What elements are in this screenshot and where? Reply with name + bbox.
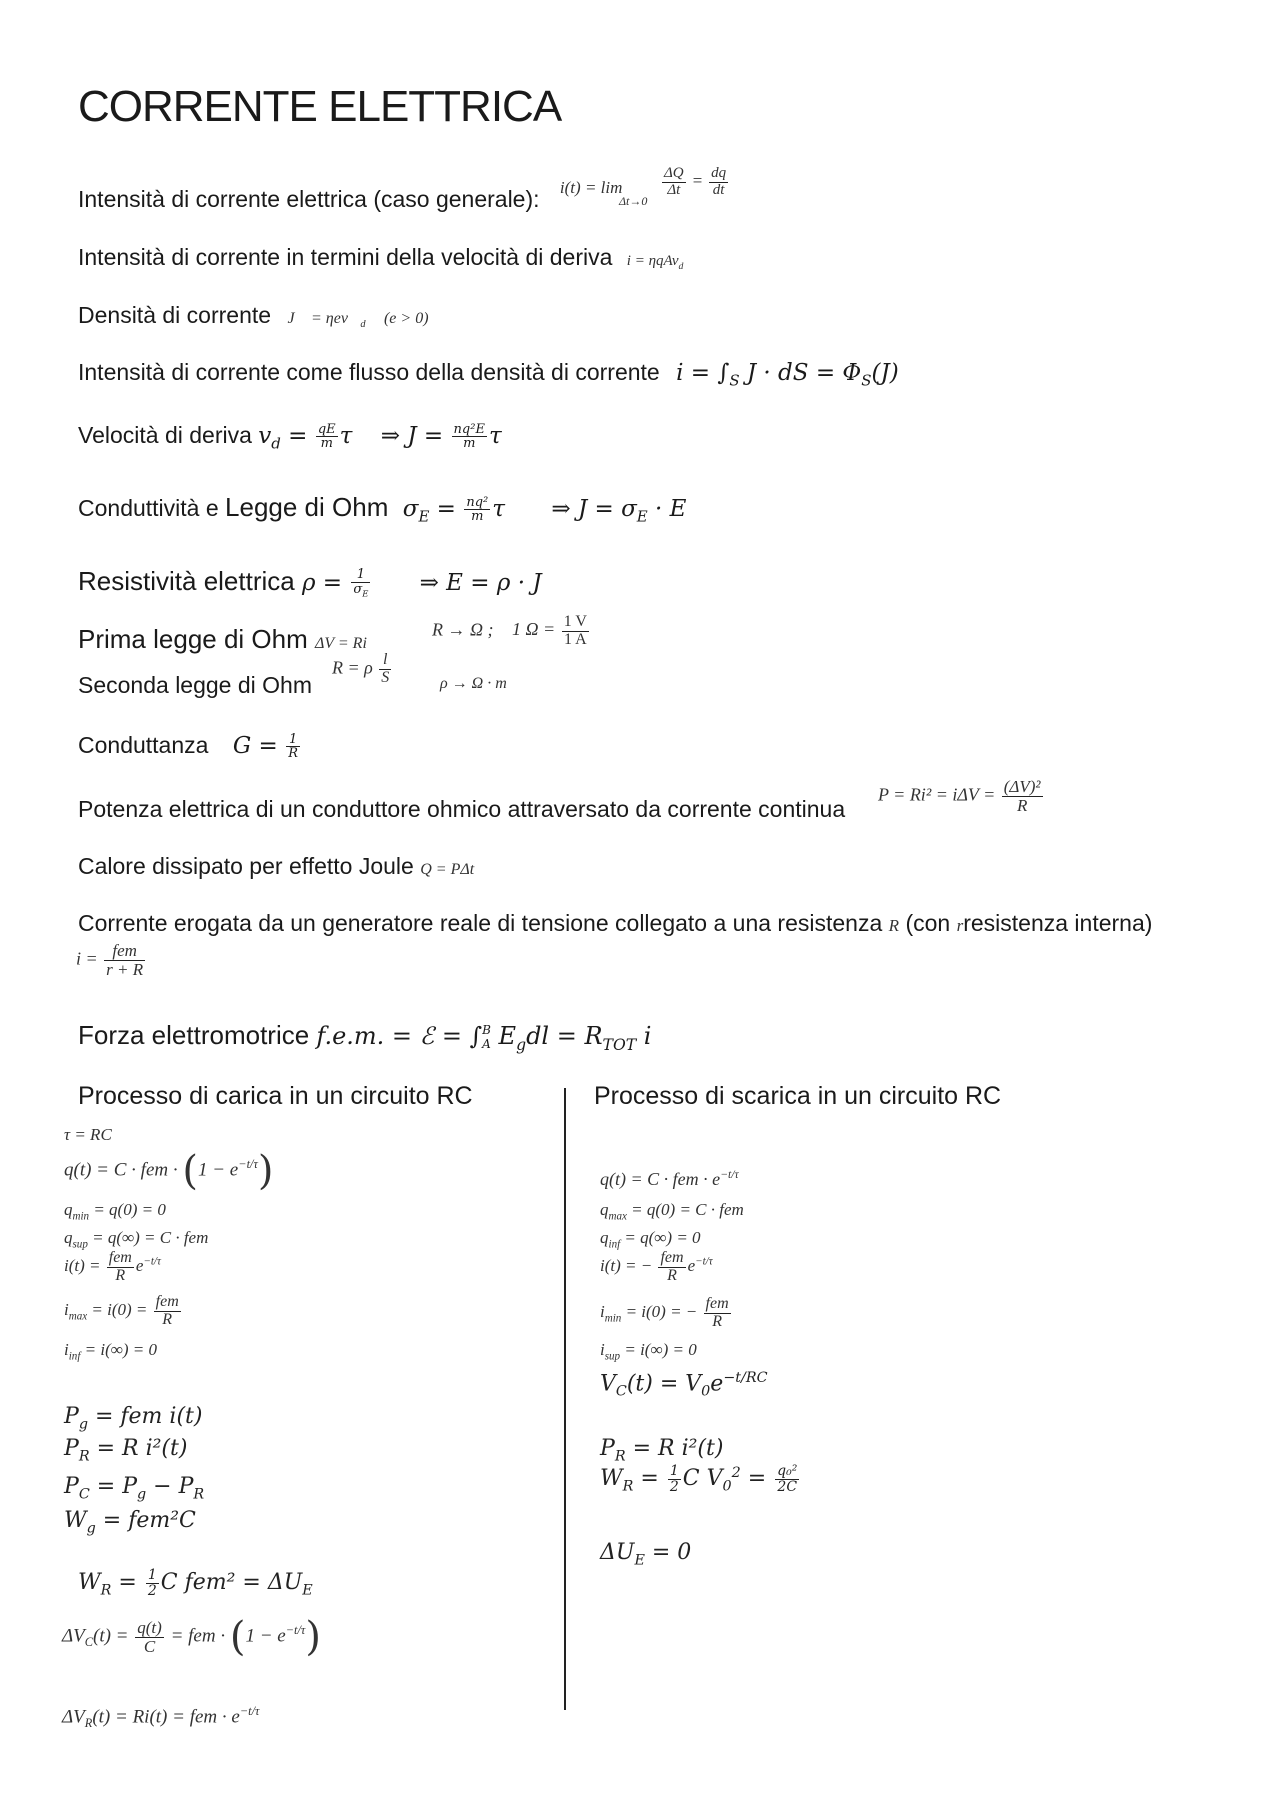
formula-part: q: [64, 1228, 73, 1247]
denominator: R: [162, 1310, 173, 1328]
subscript: S: [729, 371, 740, 390]
denominator: dt: [712, 181, 725, 198]
denominator: C: [143, 1636, 156, 1656]
charge-q-sup: [64, 1228, 208, 1250]
page-title: CORRENTE ELETTRICA: [78, 82, 562, 131]
formula-part: = 0: [651, 1540, 692, 1565]
charge-delta-V-C: [62, 1614, 321, 1660]
paren-close: ): [305, 1614, 321, 1660]
formula-E-rho-J: ⇒ E = ρ · J: [419, 570, 542, 596]
paren-open: (: [229, 1614, 246, 1660]
formula-part: W: [64, 1508, 87, 1533]
line-current-intensity: [78, 178, 623, 213]
formula-part: i: [643, 1022, 652, 1050]
formula-part: = q(0) = 0: [93, 1200, 166, 1219]
numerator: fem: [104, 942, 145, 961]
formula-part: · E: [655, 496, 687, 522]
denominator: m: [471, 509, 484, 525]
formula-part: V: [600, 1371, 616, 1397]
line-drift-current: [78, 244, 683, 272]
formula-J-sigma-E: [551, 496, 687, 526]
subscript: R: [78, 1448, 90, 1465]
numerator: ΔQ: [664, 165, 684, 181]
denominator: R: [1016, 795, 1028, 815]
paren-open: (: [182, 1148, 198, 1194]
formula-part: i: [64, 1340, 69, 1359]
line-emf: [78, 1020, 651, 1054]
fraction: [135, 1619, 164, 1656]
subscript: E: [362, 588, 369, 599]
formula-part: 1 − e: [197, 1159, 239, 1181]
numerator: fem: [660, 1249, 684, 1266]
tau: τ: [488, 423, 502, 449]
discharge-i-sup: [600, 1340, 697, 1362]
formula-part: = R i²(t): [96, 1436, 188, 1461]
formula-part: f.e.m. = ℰ = ∫: [316, 1022, 483, 1050]
formula-part: J · dS = Φ: [746, 360, 862, 386]
line-text: Calore dissipato per effetto Joule: [78, 853, 414, 879]
formula-part: =: [640, 1466, 659, 1492]
charge-i-max: [64, 1294, 183, 1329]
formula-rho: ρ =: [301, 570, 343, 596]
subscript: d: [271, 434, 281, 453]
formula-part: i: [64, 1300, 69, 1320]
charge-P-R: [64, 1436, 187, 1464]
formula-dv-ri: ΔV = Ri: [315, 635, 367, 652]
formula-part: = fem²C: [102, 1508, 196, 1533]
discharge-V-C: [600, 1370, 768, 1400]
numerator: qE: [317, 421, 336, 437]
fraction: [316, 423, 338, 451]
exponent: −t/τ: [143, 1255, 161, 1268]
subscript: inf: [608, 1238, 621, 1251]
formula-part: R = ρ: [332, 657, 373, 678]
formula-part: (t) = V: [626, 1371, 702, 1397]
formula-part: i(t) =: [64, 1256, 101, 1276]
paren-close: ): [257, 1148, 274, 1194]
formula-part: = P: [96, 1474, 137, 1499]
numerator: 1: [669, 1463, 679, 1479]
equals: =: [691, 170, 704, 190]
unit-text: 1 Ω =: [512, 619, 556, 640]
numerator: l: [379, 652, 391, 670]
formula-part: W: [600, 1466, 623, 1492]
subscript: g: [137, 1486, 147, 1503]
fraction: [351, 568, 370, 598]
formula-part: q: [600, 1228, 609, 1247]
exponent: −t/RC: [723, 1370, 768, 1386]
formula-part: = i(∞) = 0: [84, 1340, 158, 1359]
formula-part: σ: [402, 496, 419, 522]
formula-part: i: [600, 1340, 605, 1359]
fraction: [464, 496, 490, 524]
subscript: min: [604, 1312, 622, 1325]
subscript: d: [360, 319, 366, 331]
line-text: resistenza interna): [963, 910, 1153, 936]
formula-part: = i(0) = −: [625, 1302, 698, 1322]
formula-R-rho-l-S: [332, 652, 393, 687]
subscript: E: [636, 507, 648, 526]
line-conductance: [78, 732, 302, 761]
formula-part: P = Ri² = iΔV =: [878, 784, 996, 805]
fraction: [562, 614, 589, 649]
equals: =: [288, 423, 308, 449]
formula-part: i = ηqAv: [626, 253, 679, 269]
discharge-i-t: [600, 1250, 713, 1285]
numerator: 1: [147, 1567, 157, 1583]
line-second-ohm-law: [78, 672, 312, 699]
formula-part: i = ∫: [676, 360, 730, 386]
fraction: [107, 1250, 134, 1285]
line-joule-heat: [78, 853, 474, 880]
numerator: fem: [108, 1249, 132, 1266]
column-divider: [564, 1088, 566, 1710]
formula-Q: Q = PΔt: [420, 861, 475, 878]
discharge-delta-U: [600, 1540, 691, 1568]
subscript: C: [615, 1383, 627, 1400]
charge-P-g: [64, 1404, 202, 1432]
fraction: [662, 166, 686, 199]
limit-subscript: Δt→0: [619, 194, 648, 208]
denominator: 2: [669, 1478, 679, 1495]
line-drift-velocity: [78, 422, 502, 453]
symbol-r: r: [956, 916, 964, 935]
subscript: R: [84, 1716, 93, 1731]
formula-part: E: [498, 1022, 517, 1050]
numerator: dq: [711, 165, 727, 181]
formula-part: − P: [153, 1474, 194, 1499]
line-conductivity: [78, 492, 686, 526]
line-text: Seconda legge di Ohm: [78, 672, 312, 698]
fraction: [709, 166, 728, 199]
numerator: nq²: [466, 494, 489, 510]
line-text: Densità di corrente: [78, 302, 272, 328]
exponent: −t/τ: [695, 1255, 713, 1268]
numerator: 1: [351, 568, 370, 583]
charge-W-R: [78, 1568, 313, 1599]
denominator: m: [320, 436, 333, 452]
subscript: C: [78, 1486, 90, 1503]
charge-q-t: [64, 1148, 273, 1194]
numerator: fem: [155, 1293, 179, 1310]
formula-part: dl = R: [526, 1022, 603, 1050]
charge-P-C: [64, 1474, 204, 1502]
denominator: m: [463, 436, 476, 452]
formula-part: (t) = Ri(t) = fem · e: [92, 1706, 240, 1728]
unit-text: R → Ω ;: [432, 619, 494, 640]
subscript: inf: [68, 1350, 81, 1363]
formula-vd: [258, 423, 308, 453]
subscript: TOT: [602, 1035, 637, 1054]
formula-part: ΔU: [600, 1540, 635, 1565]
formula-part: C V: [682, 1466, 723, 1492]
exponent: −t/τ: [720, 1168, 739, 1181]
charge-heading: Processo di carica in un circuito RC: [78, 1082, 473, 1110]
denominator: R: [288, 746, 298, 762]
numerator: 1 V: [563, 613, 587, 630]
discharge-q-max: [600, 1200, 744, 1222]
condition: (e > 0): [383, 310, 429, 327]
line-text: (con: [905, 910, 951, 936]
formula-part: q(t) = C · fem ·: [64, 1159, 178, 1181]
formula-part: = q(∞) = 0: [624, 1228, 701, 1247]
unit-rho: ρ → Ω · m: [440, 675, 507, 692]
formula-part: C fem² = ΔU: [160, 1570, 303, 1596]
subscript: E: [418, 507, 430, 526]
numerator: (ΔV)²: [1003, 777, 1041, 796]
fraction: [154, 1294, 181, 1329]
charge-tau: τ = RC: [64, 1125, 112, 1144]
line-text: Intensità di corrente elettrica (caso generale):: [78, 186, 540, 212]
formula-part: 1 − e: [245, 1625, 286, 1647]
subscript: R: [100, 1582, 112, 1599]
denominator: 2C: [777, 1478, 798, 1495]
denominator: R: [712, 1312, 722, 1330]
subscript: d: [678, 261, 684, 272]
subscript: R: [622, 1478, 634, 1495]
subscript: sup: [72, 1238, 88, 1251]
fraction: [146, 1568, 159, 1598]
formula-part: = fem i(t): [94, 1404, 203, 1429]
formula-part: =: [118, 1570, 137, 1596]
formula-part: P: [64, 1474, 79, 1499]
line-text: Resistività elettrica: [78, 566, 295, 596]
subscript: E: [302, 1582, 313, 1599]
discharge-q-inf: [600, 1228, 701, 1250]
formula-current: [560, 178, 622, 197]
formula-part: i =: [76, 948, 98, 969]
fraction: [704, 1296, 731, 1331]
line-text: Potenza elettrica di un conduttore ohmico attraversato da corrente continua: [78, 796, 846, 822]
exponent: 2: [731, 1464, 741, 1481]
formula-part: = R i²(t): [632, 1436, 724, 1461]
formula-part: = i(0) =: [91, 1300, 148, 1320]
discharge-W-R: [600, 1464, 801, 1495]
fraction: [658, 1250, 685, 1285]
limit-top: B: [482, 1023, 491, 1038]
formula-part: J⃗ = ηev⃗: [287, 310, 361, 327]
formula-part: = q(∞) = C · fem: [92, 1228, 209, 1247]
line-first-ohm-law: [78, 624, 367, 655]
denominator: S: [381, 668, 390, 686]
denominator: 2: [147, 1582, 157, 1599]
formula-part: P: [600, 1436, 615, 1461]
integral-limits: [482, 1024, 491, 1050]
subscript: S: [861, 371, 872, 390]
formula-part: i(t) = lim: [559, 178, 623, 197]
formula-part: v: [258, 423, 272, 449]
formula-sigma: [402, 496, 456, 526]
formula-part: W: [78, 1570, 101, 1596]
numerator: nq²E: [453, 421, 485, 437]
formula-flux: [676, 360, 899, 390]
formula-part: = i(∞) = 0: [624, 1340, 697, 1359]
denominator: r + R: [106, 959, 144, 979]
unit-R-ohm: [432, 614, 591, 649]
subscript: max: [608, 1210, 627, 1223]
formula-i-nqAvd: [626, 253, 684, 272]
discharge-P-R: [600, 1436, 723, 1464]
implies-J: ⇒ J =: [380, 423, 444, 449]
formula-part: i(t) = −: [600, 1256, 653, 1276]
formula-part: i: [600, 1302, 605, 1322]
numerator: q(t): [137, 1617, 162, 1637]
formula-part: q(t) = C · fem · e: [600, 1169, 721, 1189]
denominator: 1 A: [563, 630, 587, 648]
numerator: 1: [286, 733, 300, 748]
equals: =: [436, 496, 456, 522]
line-text: Legge di Ohm: [225, 492, 389, 522]
formula-part: ⇒ J = σ: [551, 496, 637, 522]
subscript: R: [193, 1486, 205, 1503]
formula-part: e: [710, 1371, 724, 1397]
charge-W-g: [64, 1508, 196, 1536]
formula-part: ΔV: [62, 1625, 85, 1647]
subscript: max: [68, 1310, 88, 1323]
formula-power: [878, 778, 1045, 815]
formula-J: [287, 310, 366, 331]
subscript: 0: [701, 1383, 711, 1400]
numerator: fem: [705, 1295, 729, 1312]
line-text: Intensità di corrente in termini della velocità di deriva: [78, 244, 613, 270]
formula-emf: [316, 1022, 652, 1054]
tau: τ: [492, 496, 505, 522]
denominator: Δt: [667, 181, 681, 198]
line-flux: [78, 359, 899, 390]
fraction: [104, 942, 145, 979]
line-text: Forza elettromotrice: [78, 1020, 310, 1050]
subscript: 0: [722, 1478, 732, 1495]
limit-bottom: A: [482, 1036, 491, 1051]
formula-part: P: [64, 1404, 79, 1429]
formula-i-fem: [76, 942, 147, 979]
charge-delta-V-R: [62, 1704, 259, 1731]
numerator: q₀²: [777, 1463, 798, 1479]
formula-part: P: [64, 1436, 79, 1461]
charge-q-min: [64, 1200, 166, 1222]
exponent: −t/τ: [285, 1623, 306, 1638]
denominator: R: [667, 1266, 677, 1284]
fraction: [668, 1464, 681, 1494]
subscript: g: [78, 1416, 88, 1433]
formula-part: ΔV: [62, 1706, 85, 1728]
formula-part: (t) =: [93, 1625, 129, 1647]
subscript: R: [614, 1448, 626, 1465]
charge-i-t: [64, 1250, 161, 1285]
tau: τ: [339, 423, 353, 449]
formula-part: e: [135, 1256, 144, 1276]
line-resistivity: [78, 566, 542, 598]
line-text: Conduttività e: [78, 495, 226, 521]
exponent: −t/τ: [239, 1704, 260, 1718]
subscript: sup: [604, 1350, 621, 1363]
line-text: Corrente erogata da un generatore reale di tensione collegato a una resistenza: [78, 910, 883, 936]
denominator: R: [115, 1266, 126, 1284]
charge-i-inf: [64, 1340, 157, 1362]
denominator: [351, 583, 370, 598]
subscript: C: [84, 1635, 93, 1650]
fraction-dq-dt: [660, 166, 730, 199]
formula-part: q: [64, 1200, 73, 1219]
fraction: [379, 652, 391, 687]
discharge-heading: Processo di scarica in un circuito RC: [594, 1082, 1002, 1110]
line-real-generator: [78, 910, 1152, 937]
formula-part: q: [600, 1200, 609, 1219]
discharge-q-t: [600, 1168, 739, 1190]
exponent: −t/τ: [238, 1157, 258, 1172]
line-current-density: [78, 302, 429, 330]
line-text: Prima legge di Ohm: [78, 624, 308, 654]
discharge-i-min: [600, 1296, 733, 1331]
fraction: [1002, 778, 1043, 815]
subscript: min: [72, 1210, 90, 1223]
line-text: Velocità di deriva: [78, 422, 252, 448]
formula-part: = q(0) = C · fem: [631, 1200, 744, 1219]
denominator-symbol: σ: [353, 581, 363, 597]
formula-part: =: [747, 1466, 767, 1492]
line-text: Intensità di corrente come flusso della densità di corrente: [78, 359, 660, 385]
symbol-R: R: [888, 916, 900, 935]
fraction: [775, 1464, 799, 1494]
formula-part: (J): [871, 360, 899, 386]
subscript: E: [634, 1552, 645, 1569]
formula-part: e: [687, 1256, 696, 1276]
line-text: Conduttanza: [78, 732, 209, 758]
fraction: [452, 423, 487, 451]
formula-part: = fem ·: [170, 1625, 226, 1647]
subscript: g: [516, 1035, 527, 1054]
subscript: g: [86, 1520, 96, 1537]
line-electric-power: [78, 796, 845, 823]
formula-G: G =: [232, 733, 278, 759]
fraction: [286, 733, 300, 761]
